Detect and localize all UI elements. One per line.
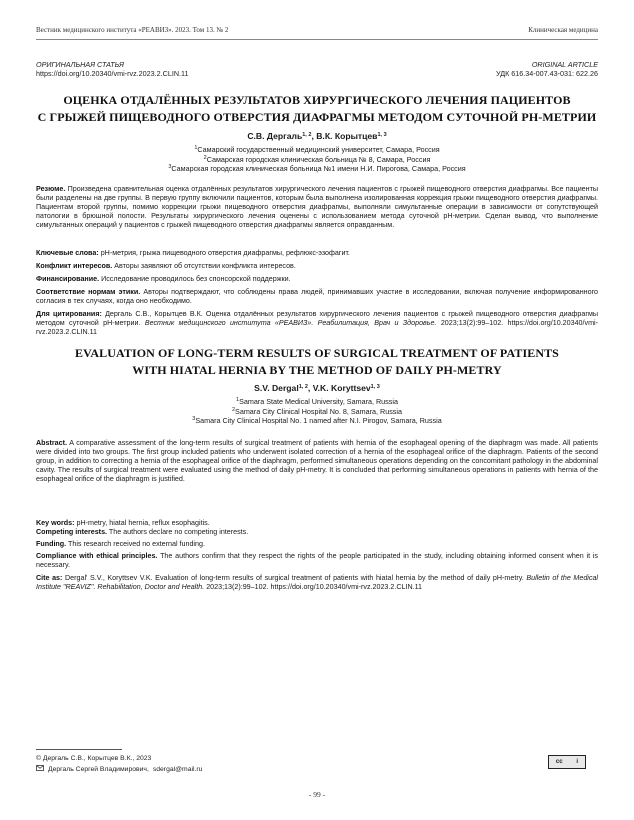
funding-en <box>36 540 598 549</box>
cite-ru <box>36 310 598 337</box>
abstract-ru <box>36 185 598 230</box>
article-type-row <box>36 60 598 69</box>
affiliation-ru-3: $^3$Самарская городская клиническая больница №1 имени Н.И. Пирогова, Самара, Россия <box>168 164 466 174</box>
keywords-ru <box>36 249 598 258</box>
abstract-ru-label: Резюме. <box>36 185 66 193</box>
contact-note <box>36 765 202 773</box>
keywords-en <box>36 519 598 528</box>
keywords-en-text: pH-metry, hiatal hernia, reflux esophagitis. <box>76 519 210 527</box>
contact-email[interactable]: sdergal@mail.ru <box>152 765 203 773</box>
funding-en-label: Funding. <box>36 540 67 548</box>
author-1-en: S.V. Dergal <box>254 383 299 393</box>
mail-icon <box>36 765 44 773</box>
article-type-en: ORIGINAL ARTICLE <box>531 60 598 69</box>
attribution-icon: i <box>576 759 579 765</box>
affiliation-en-2: $^2$Samara City Clinical Hospital No. 8, Samara, Russia <box>231 406 403 416</box>
keywords-en-label: Key words: <box>36 519 75 527</box>
author-2-en-affil: 1, 3 <box>370 384 380 390</box>
competing-en-label: Competing interests. <box>36 528 108 536</box>
article-type-ru: ОРИГИНАЛЬНАЯ СТАТЬЯ <box>36 60 124 69</box>
ethics-en-text: The authors confirm that they respect the rights of the people participated in the study, including obtaining informed consent when it is necessary. <box>36 552 598 569</box>
funding-en-text: This research received no external funding. <box>68 540 205 548</box>
section-running-title: Клиническая медицина <box>528 26 598 34</box>
author-1-ru-affil: 1, 2 <box>302 132 312 138</box>
cc-license-badge[interactable] <box>548 755 586 769</box>
affiliations-en <box>36 397 598 426</box>
author-1-en-affil: 1, 2 <box>298 384 308 390</box>
udc-code: УДК 616.34-007.43-031: 622.26 <box>495 69 598 78</box>
footer-rule <box>36 749 122 750</box>
competing-en-text: The authors declare no competing interests. <box>108 528 249 536</box>
funding-ru <box>36 275 598 284</box>
keywords-ru-text: pH-метрия, грыжа пищеводного отверстия диафрагмы, рефлюкс-эзофагит. <box>100 249 350 257</box>
running-header <box>36 26 598 34</box>
funding-ru-text: Исследование проводилось без спонсорской поддержки. <box>101 275 291 283</box>
author-1-ru: С.В. Дергаль <box>247 131 303 141</box>
doi-link[interactable]: https://doi.org/10.20340/vmi-rvz.2023.2.CLIN.11 <box>36 69 189 78</box>
copyright-note: © Дергаль С.В., Корытцев В.К., 2023 <box>36 755 152 762</box>
affiliation-en-1: $^1$Samara State Medical University, Samara, Russia <box>236 397 398 406</box>
page-number: - 99 - <box>308 790 326 799</box>
affiliation-en-3: $^3$Samara City Clinical Hospital No. 1 named after N.I. Pirogov, Samara, Russia <box>192 416 442 426</box>
affiliations-ru <box>36 145 598 174</box>
abstract-en-text: A comparative assessment of the long-term results of surgical treatment of patients with hernia of the esophageal opening of the diaphragm was made. All patients were divided into two groups. The first group included patients who underwent isolated correction of a hernia of the esophageal orifice of the diaphragm. Patients of the second group, in addition to correcting a hernia of the esophageal orifice of the diaphragm, performed simultaneous operations depending on the concomitant pathology in the abdominal cavity. The results of surgical treatment were evaluated using the method of daily pH-metry. It is concluded that performing simultaneous operations in patients with hernia of the esophageal orifice of the diaphragm is justified. <box>36 439 598 483</box>
cite-ru-tail: 2023;13(2):99–102. https://doi.org/10.20340/vmi-rvz.2023.2.CLIN.11 <box>36 318 598 336</box>
cite-en-text: Dergal' S.V., Koryttsev V.K. Evaluation of long-term results of surgical treatment of patients with hiatal hernia by the method of daily pH-metry. <box>65 574 524 582</box>
author-2-ru-affil: 1, 3 <box>377 132 387 138</box>
authors-ru: С.В. Дергаль$^{1, 2}$, В.К. Корытцев$^{1, 3}$ <box>247 131 387 141</box>
author-2-en: V.K. Koryttsev <box>312 383 371 393</box>
keywords-ru-label: Ключевые слова: <box>36 249 99 257</box>
cite-ru-label: Для цитирования: <box>36 310 102 318</box>
affiliation-ru-1: $^1$Самарский государственный медицинский университет, Самара, Россия <box>194 145 440 154</box>
affiliation-ru-2: $^2$Самарская городская клиническая больница № 8, Самара, Россия <box>203 154 431 164</box>
ethics-ru <box>36 288 598 306</box>
journal-running-title: Вестник медицинского института «РЕАВИЗ». 2023. Том 13. № 2 <box>36 26 229 34</box>
header-rule <box>36 39 598 40</box>
competing-en <box>36 528 598 537</box>
ethics-en-label: Compliance with ethical principles. <box>36 552 158 560</box>
funding-ru-label: Финансирование. <box>36 275 100 283</box>
conflict-ru-label: Конфликт интересов. <box>36 262 113 270</box>
cite-ru-journal: Вестник медицинского института «РЕАВИЗ». Реабилитация, Врач и Здоровье. <box>144 318 437 327</box>
abstract-ru-text: Произведена сравнительная оценка отдалённых результатов хирургического лечения пациентов с грыжей пищеводного отверстия диафрагмы. Все пациенты были разделены на две группы. В первую группу включили пациентов, которым была выполнена изолированная коррекция грыжи пищеводного отверстия диафрагмы. Пациентам второй группы, помимо коррекции грыжи пищеводного отверстия диафрагмы, выполняли симультанные операции в зависимости от сопутствующей патологии в брюшной полости. Результаты хирургического лечения оценены с использованием метода суточной pH-метрии. Сделан вывод, что выполнение симультанных операций у пациентов с грыжей пищеводного отверстия диафрагмы является оправданным. <box>36 185 598 229</box>
abstract-en-label: Abstract. <box>36 439 67 447</box>
cite-en-tail: 2023;13(2):99–102. https://doi.org/10.20340/vmi-rvz.2023.2.CLIN.11 <box>206 582 422 591</box>
conflict-ru-text: Авторы заявляют об отсутствии конфликта интересов. <box>114 262 296 270</box>
ethics-ru-text: Авторы подтверждают, что соблюдены права людей, принимавших участие в исследовании, включая получение информированного согласия в тех случаях, когда оно необходимо. <box>36 288 599 305</box>
abstract-en <box>36 439 598 484</box>
ethics-ru-label: Соответствие нормам этики. <box>36 288 141 296</box>
cite-en-journal: Bulletin of the Medical Institute "REAVIZ". Rehabilitation, Doctor and Health. <box>36 574 599 591</box>
title-en-line-2: WITH HIATAL HERNIA BY THE METHOD OF DAILY PH-METRY <box>132 363 502 377</box>
identifier-row <box>36 69 598 78</box>
title-en <box>36 345 598 379</box>
author-2-ru: В.К. Корытцев <box>316 131 378 141</box>
contact-name: Дергаль Сергей Владимирович, <box>48 765 149 773</box>
title-ru-line-2: С ГРЫЖЕЙ ПИЩЕВОДНОГО ОТВЕРСТИЯ ДИАФРАГМЫ МЕТОДОМ СУТОЧНОЙ PH-МЕТРИИ <box>37 110 597 124</box>
authors-en: S.V. Dergal$^{1, 2}$, V.K. Koryttsev$^{1, 3}$ <box>254 383 380 393</box>
cite-ru-text: Дергаль С.В., Корытцев В.К. Оценка отдалённых результатов хирургического лечения пациентов с грыжей пищеводного отверстия диафрагмы методом суточной pH-метрии. <box>36 310 599 327</box>
title-ru <box>36 92 598 126</box>
conflict-ru <box>36 262 598 271</box>
cite-en <box>36 574 598 592</box>
title-en-line-1: EVALUATION OF LONG-TERM RESULTS OF SURGICAL TREATMENT OF PATIENTS <box>75 346 559 360</box>
cc-icon: cc <box>555 759 563 765</box>
title-ru-line-1: ОЦЕНКА ОТДАЛЁННЫХ РЕЗУЛЬТАТОВ ХИРУРГИЧЕСКОГО ЛЕЧЕНИЯ ПАЦИЕНТОВ <box>63 93 571 107</box>
cite-en-label: Cite as: <box>36 574 63 582</box>
ethics-en <box>36 552 598 570</box>
